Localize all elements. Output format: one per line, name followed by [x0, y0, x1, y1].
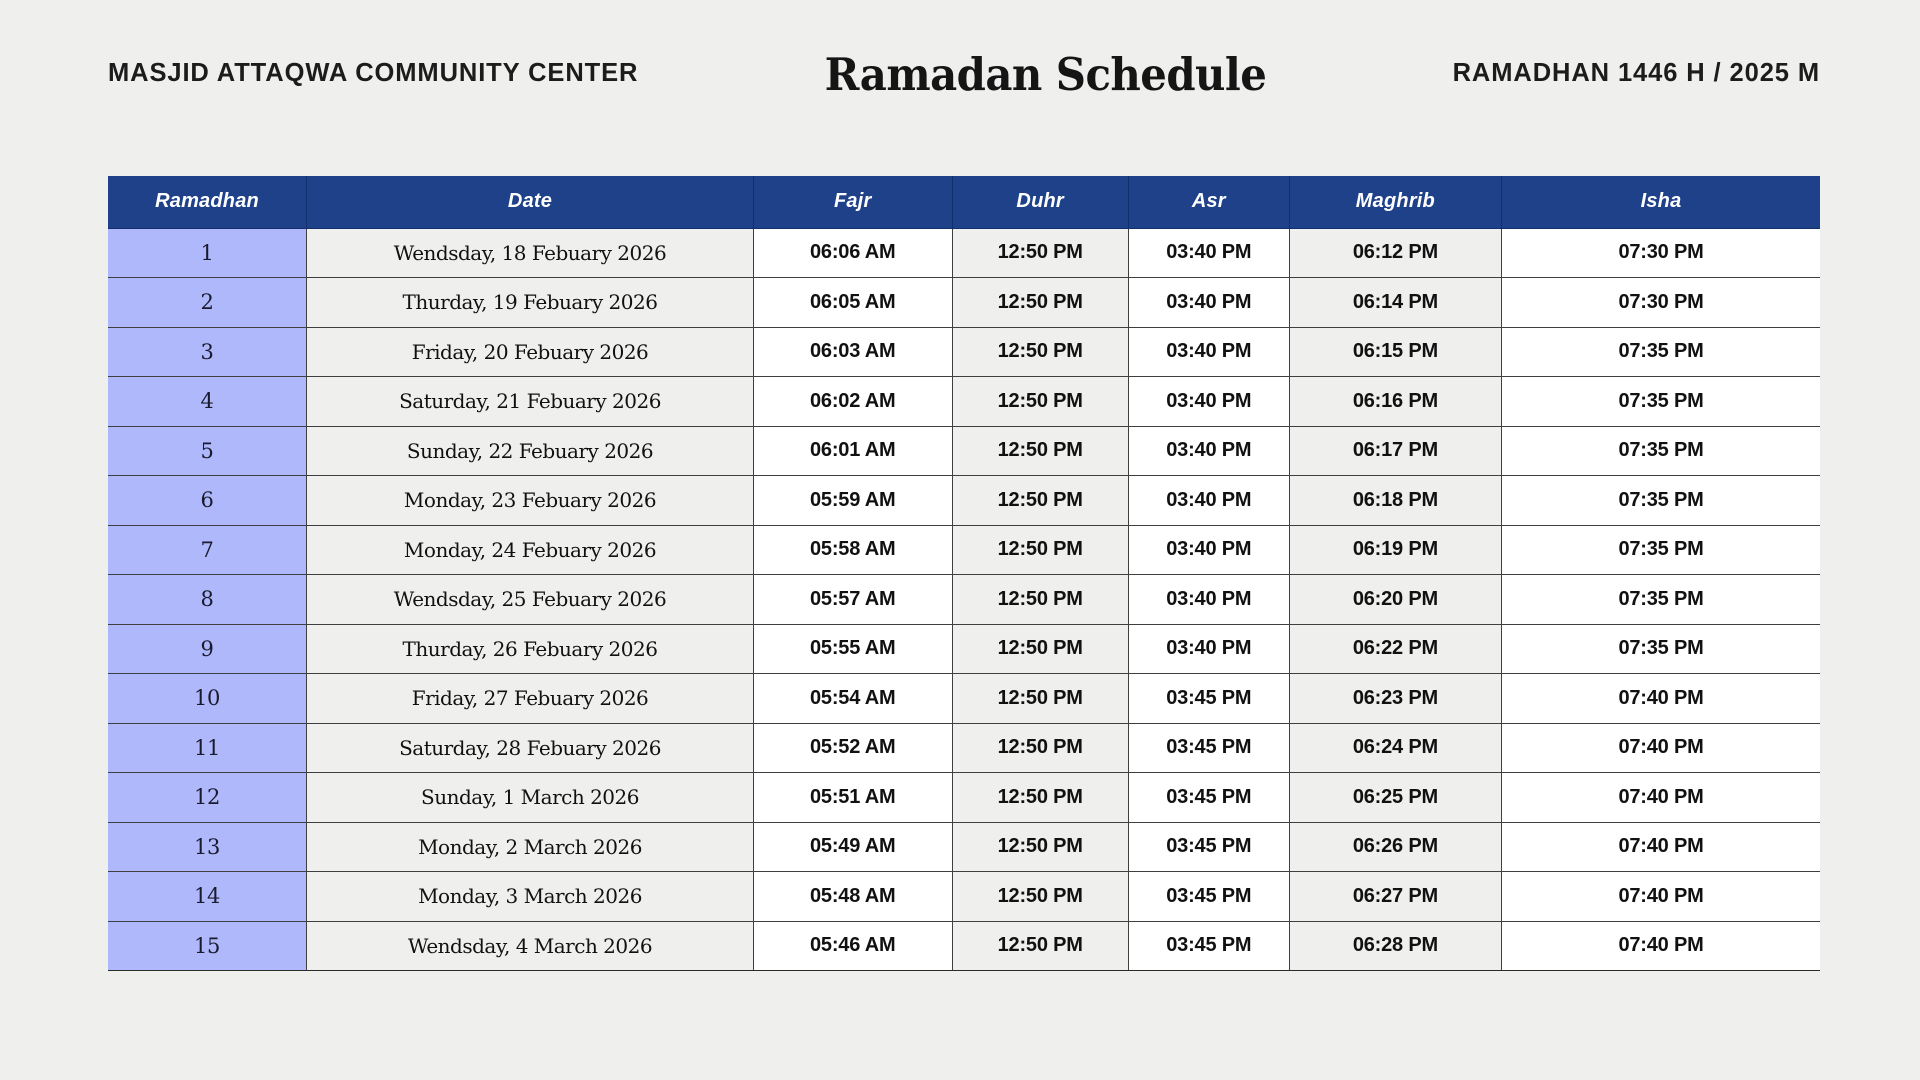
cell-isha-time: 07:40 PM — [1502, 674, 1820, 724]
cell-date: Friday, 20 Febuary 2026 — [307, 327, 754, 377]
cell-asr-time: 03:40 PM — [1128, 575, 1289, 625]
cell-date: Wendsday, 18 Febuary 2026 — [307, 228, 754, 278]
cell-asr-time: 03:40 PM — [1128, 476, 1289, 526]
cell-fajr-time: 05:48 AM — [753, 872, 952, 922]
cell-duhr-time: 12:50 PM — [952, 327, 1128, 377]
column-header-fajr: Fajr — [753, 176, 952, 228]
cell-duhr-time: 12:50 PM — [952, 228, 1128, 278]
cell-date: Sunday, 1 March 2026 — [307, 773, 754, 823]
cell-isha-time: 07:30 PM — [1502, 278, 1820, 328]
table-row — [108, 773, 1820, 823]
cell-asr-time: 03:45 PM — [1128, 872, 1289, 922]
cell-isha-time: 07:40 PM — [1502, 872, 1820, 922]
cell-ramadhan-day: 15 — [108, 921, 307, 971]
cell-asr-time: 03:40 PM — [1128, 426, 1289, 476]
cell-asr-time: 03:45 PM — [1128, 723, 1289, 773]
table-row — [108, 278, 1820, 328]
cell-duhr-time: 12:50 PM — [952, 921, 1128, 971]
cell-asr-time: 03:40 PM — [1128, 278, 1289, 328]
cell-fajr-time: 06:02 AM — [753, 377, 952, 427]
cell-duhr-time: 12:50 PM — [952, 575, 1128, 625]
cell-ramadhan-day: 6 — [108, 476, 307, 526]
table-row — [108, 872, 1820, 922]
cell-fajr-time: 05:54 AM — [753, 674, 952, 724]
cell-date: Wendsday, 4 March 2026 — [307, 921, 754, 971]
table-header — [108, 176, 1820, 228]
cell-maghrib-time: 06:24 PM — [1289, 723, 1501, 773]
cell-duhr-time: 12:50 PM — [952, 278, 1128, 328]
cell-ramadhan-day: 2 — [108, 278, 307, 328]
cell-maghrib-time: 06:18 PM — [1289, 476, 1501, 526]
cell-asr-time: 03:45 PM — [1128, 822, 1289, 872]
column-header-duhr: Duhr — [952, 176, 1128, 228]
cell-ramadhan-day: 8 — [108, 575, 307, 625]
cell-maghrib-time: 06:27 PM — [1289, 872, 1501, 922]
cell-ramadhan-day: 11 — [108, 723, 307, 773]
cell-date: Thurday, 19 Febuary 2026 — [307, 278, 754, 328]
cell-date: Monday, 3 March 2026 — [307, 872, 754, 922]
cell-isha-time: 07:35 PM — [1502, 575, 1820, 625]
cell-ramadhan-day: 10 — [108, 674, 307, 724]
table-row — [108, 476, 1820, 526]
cell-maghrib-time: 06:17 PM — [1289, 426, 1501, 476]
cell-fajr-time: 05:51 AM — [753, 773, 952, 823]
cell-date: Saturday, 21 Febuary 2026 — [307, 377, 754, 427]
cell-maghrib-time: 06:15 PM — [1289, 327, 1501, 377]
cell-maghrib-time: 06:23 PM — [1289, 674, 1501, 724]
cell-duhr-time: 12:50 PM — [952, 476, 1128, 526]
cell-fajr-time: 05:58 AM — [753, 525, 952, 575]
table-row — [108, 575, 1820, 625]
table-row — [108, 723, 1820, 773]
cell-isha-time: 07:40 PM — [1502, 921, 1820, 971]
page-title: Ramadan Schedule — [824, 47, 1267, 101]
cell-duhr-time: 12:50 PM — [952, 674, 1128, 724]
cell-isha-time: 07:35 PM — [1502, 624, 1820, 674]
cell-maghrib-time: 06:20 PM — [1289, 575, 1501, 625]
cell-asr-time: 03:40 PM — [1128, 327, 1289, 377]
cell-ramadhan-day: 3 — [108, 327, 307, 377]
cell-isha-time: 07:40 PM — [1502, 822, 1820, 872]
table-body — [108, 228, 1820, 971]
cell-duhr-time: 12:50 PM — [952, 822, 1128, 872]
cell-asr-time: 03:40 PM — [1128, 377, 1289, 427]
cell-isha-time: 07:35 PM — [1502, 525, 1820, 575]
cell-isha-time: 07:30 PM — [1502, 228, 1820, 278]
cell-duhr-time: 12:50 PM — [952, 426, 1128, 476]
column-header-isha: Isha — [1502, 176, 1820, 228]
table-row — [108, 377, 1820, 427]
cell-maghrib-time: 06:19 PM — [1289, 525, 1501, 575]
cell-fajr-time: 05:52 AM — [753, 723, 952, 773]
cell-ramadhan-day: 7 — [108, 525, 307, 575]
prayer-schedule-table — [108, 176, 1820, 971]
cell-fajr-time: 06:06 AM — [753, 228, 952, 278]
cell-maghrib-time: 06:16 PM — [1289, 377, 1501, 427]
cell-duhr-time: 12:50 PM — [952, 624, 1128, 674]
cell-date: Wendsday, 25 Febuary 2026 — [307, 575, 754, 625]
cell-isha-time: 07:35 PM — [1502, 327, 1820, 377]
table-row — [108, 674, 1820, 724]
table-header-row — [108, 176, 1820, 228]
cell-fajr-time: 05:57 AM — [753, 575, 952, 625]
cell-date: Sunday, 22 Febuary 2026 — [307, 426, 754, 476]
cell-date: Thurday, 26 Febuary 2026 — [307, 624, 754, 674]
cell-fajr-time: 05:49 AM — [753, 822, 952, 872]
cell-date: Monday, 24 Febuary 2026 — [307, 525, 754, 575]
cell-duhr-time: 12:50 PM — [952, 773, 1128, 823]
cell-duhr-time: 12:50 PM — [952, 723, 1128, 773]
cell-asr-time: 03:40 PM — [1128, 525, 1289, 575]
cell-fajr-time: 05:46 AM — [753, 921, 952, 971]
cell-date: Friday, 27 Febuary 2026 — [307, 674, 754, 724]
cell-asr-time: 03:40 PM — [1128, 228, 1289, 278]
cell-maghrib-time: 06:14 PM — [1289, 278, 1501, 328]
table-row — [108, 426, 1820, 476]
column-header-ramadhan: Ramadhan — [108, 176, 307, 228]
cell-duhr-time: 12:50 PM — [952, 872, 1128, 922]
cell-fajr-time: 06:05 AM — [753, 278, 952, 328]
cell-isha-time: 07:40 PM — [1502, 723, 1820, 773]
cell-fajr-time: 06:01 AM — [753, 426, 952, 476]
schedule-table-container — [108, 176, 1820, 971]
page-header — [108, 44, 1820, 104]
cell-asr-time: 03:45 PM — [1128, 773, 1289, 823]
cell-isha-time: 07:35 PM — [1502, 426, 1820, 476]
column-header-asr: Asr — [1128, 176, 1289, 228]
cell-maghrib-time: 06:12 PM — [1289, 228, 1501, 278]
cell-ramadhan-day: 9 — [108, 624, 307, 674]
cell-date: Monday, 2 March 2026 — [307, 822, 754, 872]
cell-fajr-time: 05:59 AM — [753, 476, 952, 526]
cell-ramadhan-day: 4 — [108, 377, 307, 427]
table-row — [108, 228, 1820, 278]
column-header-maghrib: Maghrib — [1289, 176, 1501, 228]
cell-maghrib-time: 06:25 PM — [1289, 773, 1501, 823]
cell-fajr-time: 06:03 AM — [753, 327, 952, 377]
cell-maghrib-time: 06:26 PM — [1289, 822, 1501, 872]
cell-duhr-time: 12:50 PM — [952, 377, 1128, 427]
cell-asr-time: 03:45 PM — [1128, 674, 1289, 724]
table-row — [108, 327, 1820, 377]
cell-isha-time: 07:35 PM — [1502, 476, 1820, 526]
table-row — [108, 525, 1820, 575]
cell-isha-time: 07:40 PM — [1502, 773, 1820, 823]
cell-asr-time: 03:45 PM — [1128, 921, 1289, 971]
cell-ramadhan-day: 13 — [108, 822, 307, 872]
cell-duhr-time: 12:50 PM — [952, 525, 1128, 575]
cell-ramadhan-day: 14 — [108, 872, 307, 922]
table-row — [108, 624, 1820, 674]
column-header-date: Date — [307, 176, 754, 228]
hijri-year-label: RAMADHAN 1446 H / 2025 M — [1452, 59, 1820, 88]
cell-asr-time: 03:40 PM — [1128, 624, 1289, 674]
cell-maghrib-time: 06:22 PM — [1289, 624, 1501, 674]
cell-ramadhan-day: 5 — [108, 426, 307, 476]
cell-ramadhan-day: 12 — [108, 773, 307, 823]
table-row — [108, 822, 1820, 872]
cell-fajr-time: 05:55 AM — [753, 624, 952, 674]
cell-maghrib-time: 06:28 PM — [1289, 921, 1501, 971]
table-row — [108, 921, 1820, 971]
cell-date: Monday, 23 Febuary 2026 — [307, 476, 754, 526]
cell-isha-time: 07:35 PM — [1502, 377, 1820, 427]
cell-ramadhan-day: 1 — [108, 228, 307, 278]
cell-date: Saturday, 28 Febuary 2026 — [307, 723, 754, 773]
organization-name: MASJID ATTAQWA COMMUNITY CENTER — [108, 59, 639, 88]
